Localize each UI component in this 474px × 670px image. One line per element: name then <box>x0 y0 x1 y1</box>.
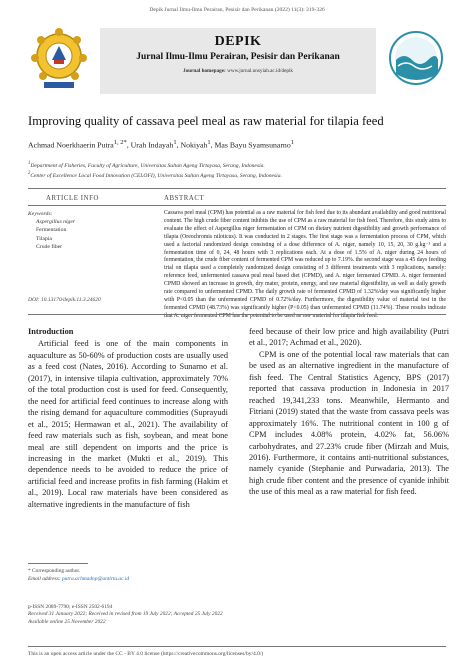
abstract-text: Cassava peel meal (CPM) has potential as a raw material for fish feed due to its abundant availability and good nutritional content. The high crude fiber content inhibits the use of CPM as a raw material for fish feed. Therefore, this study aims to evaluate the effect of Aspergillus niger fermentation of CPM on dietary nutrient digestibility and growth performance of tilapia (Oreochromis niloticus). It was conducted in 2 stages. The first stage was a fermentation process of CPM, which used a factorial randomized design consisting of a dose difference of A. niger, namely 10, 15, 20, 30 g.kg⁻¹ and a fermentation time of 0, 24, 48 hours with 3 replications each. At a dose of 1.5% of A. niger during 24 hours of fermentation, the crude fiber content of fermented CPM was reduced up to 7.19%. the second stage was a 45 days feeding trial on tilapia used a completely randomized design consisting of 3 different treatments with 3 replications, namely: reference feed, unfermented cassava peal meal based diet (CPMD), and A. niger fermented CPMD. A. niger fermented CPMD showed an increase in growth, dry mater, protein, energy, and raw material digestibility, as well as daily growth rate compared to unfermented CPMD. The daily growth rate of fermented CPMD of 1.32%/day was significantly higher with P<0.05 than the unfermented CPMD of 0.72%/day. Furthermore, the digestibility value of material test in the fermented CPMD (48.73%) was significantly higher (P<0.05) than unfermented CPMD (11.74%). These results indicate that A. niger fermented CPM has the potential to be used as raw material for tilapia fish feed. <box>164 210 446 319</box>
corresponding-label: * Corresponding author. <box>28 568 81 574</box>
author-name: Mas Bayu Syamsunarno <box>214 140 291 150</box>
footnote-divider <box>28 563 88 564</box>
author-name: Achmad Noerkhaerin Putra <box>28 140 114 150</box>
running-head: Depik Jurnal Ilmu-Ilmu Perairan, Pesisir dan Perikanan (2022) 11(3): 319-326 <box>149 7 325 13</box>
keyword: Fermentation <box>36 227 67 234</box>
body-column-right <box>249 326 449 498</box>
corresponding-author-footnote <box>28 568 448 583</box>
paragraph: CPM is one of the potential local raw materials that can be used as an alternative ingredient in the manufacture of fish feed. The Central Statistics Agency, BPS (2017) reported that cassava production in Indonesia in 2017 reached 19,341,233 tons. Meanwhile, Hermanto and Fitriani (2019) stated that the waste from cassava peels was approximately 16%. The nutritional content in 100 g of CPM includes 4.08% protein, 4.02% fat, 56.06% carbohydrates, and 27.23% crude fiber (Mirzah and Muis, 2016). Furthermore, it contains anti-nutritional substances, namely cyanide (Stephanie and Purwadaria, 2013). The high crude fiber content and the presence of cyanide inhibit the use of this meal as a raw material for fish feed. <box>249 349 449 497</box>
wave-emblem-icon <box>388 30 444 86</box>
journal-header <box>28 18 446 98</box>
section-heading-introduction: Introduction <box>28 327 74 336</box>
email-link[interactable]: putra.achmadnp@untirta.ac.id <box>61 575 130 582</box>
author-name: Urah Indayah <box>130 140 174 150</box>
article-info-heading: ARTICLE INFO <box>46 195 100 202</box>
homepage-label: Journal homepage: <box>182 68 226 74</box>
corresponding-email <box>28 576 448 584</box>
affiliations <box>28 160 448 180</box>
keywords-label: Keywords: <box>28 211 53 217</box>
journal-name: Jurnal Ilmu-Ilmu Perairan, Pesisir dan Perikanan <box>136 52 340 62</box>
author-affiliation-mark: 1 <box>173 139 177 146</box>
abstract-heading: ABSTRACT <box>164 195 205 202</box>
homepage-link[interactable]: www.jurnal.unsyiah.ac.id/depik <box>227 68 294 74</box>
body-column-left <box>28 326 228 510</box>
keyword: Tilapia <box>36 235 52 242</box>
university-crest-icon <box>30 26 88 90</box>
keyword: Crude fiber <box>36 243 63 250</box>
issn: p-ISSN 2089-7790; e-ISSN 2502-6194 <box>28 604 113 610</box>
publication-info <box>28 604 448 626</box>
paragraph: Artificial feed is one of the main components in aquaculture as 50-60% of production costs are usually used as a feed cost (Nates, 2016). According to Sunarno et al. (2017), in intensive tilapia cultivation, approximately 70% of the total production cost is used for feed. Consequently, the need for artificial feed continues to increase along with the rising demand for aquaculture commodities (Suprayudi et al., 2015; Hermawan et al., 2021). The availability of feed raw materials such as fish, soybean, and meat bone meal are still dependent on imports and the price is increasing in the market (Mukti et al., 2019). This dependence needs to be avoided to reduce the price of artificial feed and increase profits in fish farming (Hakim et al., 2019). Local raw materials have been considered as alternative ingredients in the manufacture of fish <box>28 339 228 509</box>
journal-homepage <box>100 68 376 74</box>
masthead-box <box>100 28 376 94</box>
license-statement[interactable]: This is an open access article under the CC - BY 4.0 license (https://creativecommons.org/licenses/by/4.0/) <box>28 651 264 657</box>
journal-abbreviation: DEPIK <box>214 34 262 49</box>
divider <box>28 314 446 315</box>
paragraph: feed because of their low price and high availability (Putri et al., 2017; Achmad et al., 2020). <box>249 327 449 348</box>
author-name: Nokiyah <box>180 140 208 150</box>
article-title: Improving quality of cassava peel meal as raw material for tilapia feed <box>28 114 384 128</box>
divider <box>28 205 446 206</box>
keyword: Aspergillus niger <box>36 219 76 226</box>
affiliation: $^1$Department of Fisheries, Faculty of Agriculture, Universitas Sultan Ageng Tirtayasa, Serang, Indonesia. <box>28 161 265 169</box>
available-online: Available online 25 November 2022 <box>28 618 106 625</box>
author-affiliation-mark: 1 <box>290 139 294 146</box>
doi[interactable]: DOI: 10.13170/depik.11.3.24620 <box>28 297 101 303</box>
divider <box>28 188 446 189</box>
author-list: Achmad Noerkhaerin Putra$^{1, 2*}$, Urah Indayah$^1$, Nokiyah$^1$, Mas Bayu Syamsunarno$^1$ <box>28 139 294 150</box>
divider <box>28 646 446 647</box>
affiliation: $^2$Center of Excellence Local Food Innovation (CELOFI), Universitas Sultan Ageng Tirtayasa, Serang, Indonesia. <box>28 170 282 179</box>
author-affiliation-mark: 1 <box>207 139 211 146</box>
article-history: Received 31 January 2022; Received in revised from 19 July 2022; Accepted 25 July 2022 <box>28 611 223 618</box>
email-label: Email address: <box>28 575 61 582</box>
author-affiliation-mark: 1, 2* <box>113 139 127 146</box>
keywords-block <box>28 210 138 251</box>
